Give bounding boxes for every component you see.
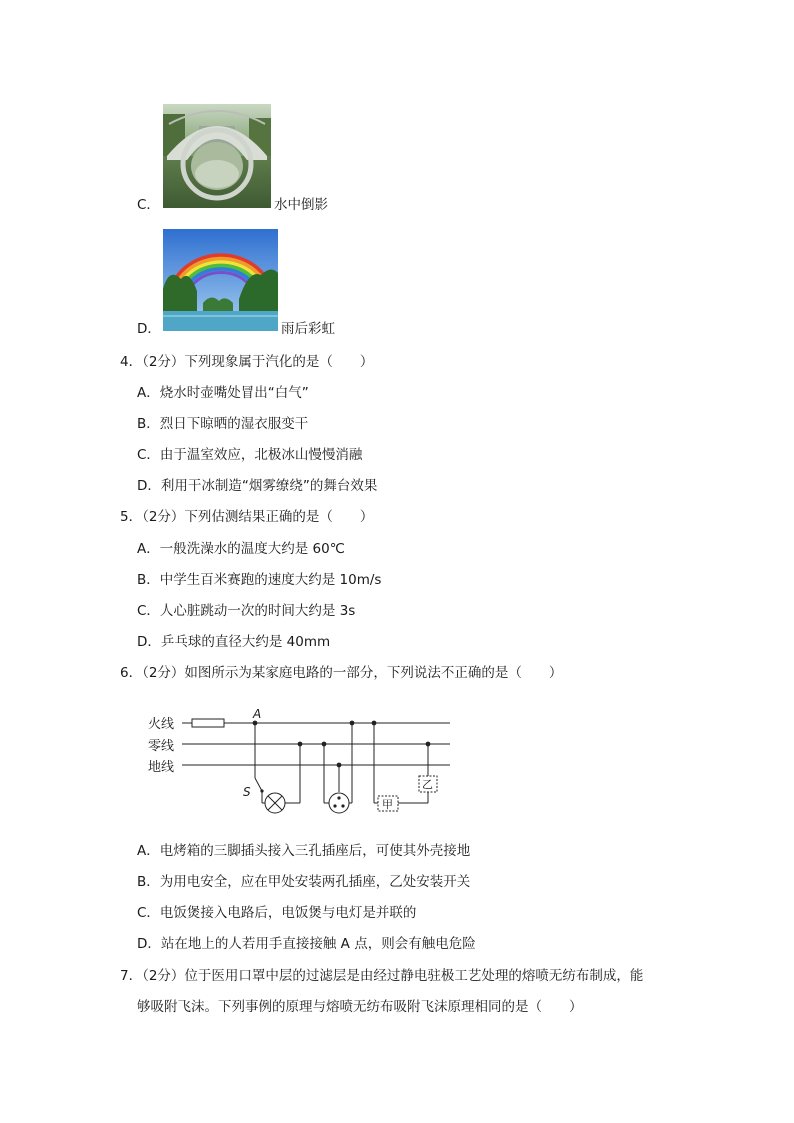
question-6-stem: 6．（2分）如图所示为某家庭电路的一部分，下列说法不正确的是（ ） (120, 665, 563, 681)
option-d-caption: 雨后彩虹 (281, 321, 335, 337)
question-5-stem: 5．（2分）下列估测结果正确的是（ ） (120, 509, 374, 525)
question-6-option-c: C．电饭煲接入电路后，电饭煲与电灯是并联的 (137, 905, 417, 921)
socket-icon (329, 793, 349, 813)
bridge-reflection-image (163, 104, 271, 208)
switch-s (255, 778, 262, 791)
question-5-option-b: B．中学生百米赛跑的速度大约是 10m/s (137, 572, 382, 588)
household-circuit-diagram (140, 700, 460, 825)
question-4-option-c: C．由于温室效应，北极冰山慢慢消融 (137, 447, 363, 463)
question-7-stem-line-1: 7．（2分）位于医用口罩中层的过滤层是由经过静电驻极工艺处理的熔喷无纺布制成，能 (120, 968, 644, 984)
point-a-label: A (253, 707, 262, 721)
question-5-option-d: D．乒乓球的直径大约是 40mm (137, 634, 331, 650)
option-d-letter: D． (137, 321, 161, 337)
jia-yi-branch (372, 721, 437, 811)
box-yi-label: 乙 (422, 778, 433, 791)
fuse (192, 719, 224, 727)
question-4-option-b: B．烈日下晾晒的湿衣服变干 (137, 416, 309, 432)
ground-wire-label: 地线 (148, 760, 175, 775)
switch-s-label: S (243, 785, 251, 799)
lamp-branch (243, 723, 302, 813)
box-jia-label: 甲 (382, 798, 393, 811)
live-wire (182, 719, 450, 727)
question-5-option-c: C．人心脏跳动一次的时间大约是 3s (137, 603, 356, 619)
question-4-option-d: D．利用干冰制造“烟雾缭绕”的舞台效果 (137, 478, 378, 494)
question-7-stem-line-2: 够吸附飞沫。下列事例的原理与熔喷无纺布吸附飞沫原理相同的是（ ） (137, 999, 583, 1015)
question-5-option-a: A．一般洗澡水的温度大约是 60℃ (137, 541, 345, 557)
option-c-letter: C． (137, 197, 160, 213)
three-hole-socket-branch (322, 721, 355, 813)
question-6-option-b: B．为用电安全，应在甲处安装两孔插座，乙处安装开关 (137, 874, 471, 890)
option-c-caption: 水中倒影 (274, 197, 328, 213)
question-4-option-a: A．烧水时壶嘴处冒出“白气” (137, 385, 309, 401)
rainbow-image (163, 229, 278, 331)
question-6-option-d: D．站在地上的人若用手直接接触 A 点，则会有触电危险 (137, 936, 476, 952)
live-wire-label: 火线 (148, 717, 175, 732)
question-4-stem: 4．（2分）下列现象属于汽化的是（ ） (120, 354, 374, 370)
question-6-option-a: A．电烤箱的三脚插头接入三孔插座后，可使其外壳接地 (137, 843, 471, 859)
neutral-wire-label: 零线 (148, 739, 175, 754)
